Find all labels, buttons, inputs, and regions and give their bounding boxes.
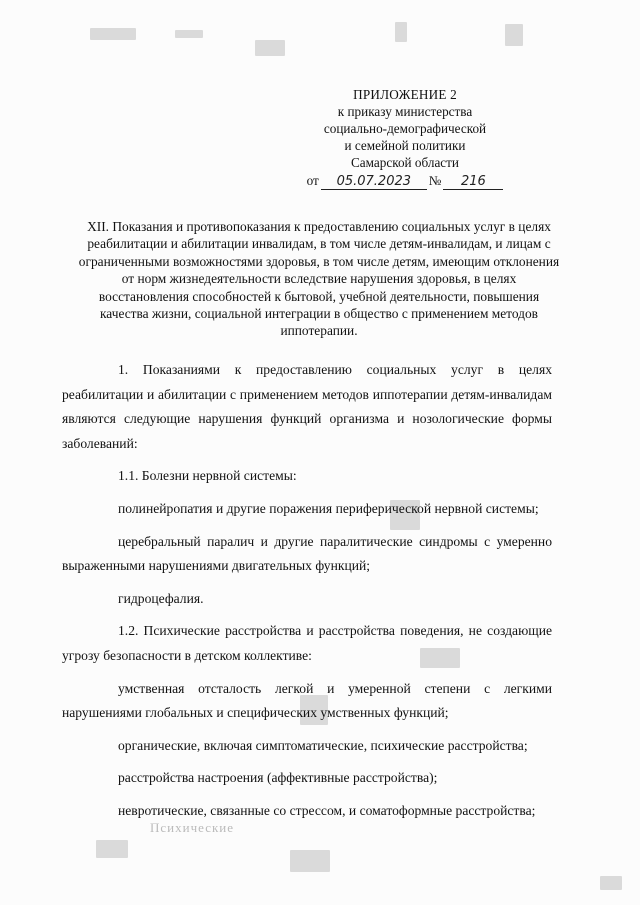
scan-noise	[395, 22, 407, 42]
section-title: XII. Показания и противопоказания к предоставлению социальных услуг в целях реабилитации и абилитации инвалидам, в том числе детям-инвалидам, и лицам с ограниченными возможностями здоровья, в том числе детям, имеющим отклонения от норм жизнедеятельности вследствие нарушения здоровья, в целях восстановления способностей к бытовой, учебной деятельности, повышения качества жизни, социальной интеграции в общество с применением методов иппотерапии.	[78, 219, 560, 339]
paragraph: 1. Показаниями к предоставлению социальных услуг в целях реабилитации и абилитации с применением методов иппотерапии детям-инвалидам являются следующие нарушения функций организма и нозологические формы заболеваний:	[62, 362, 552, 451]
scan-noise	[600, 876, 622, 890]
scan-noise	[175, 30, 203, 38]
document-body	[62, 358, 552, 830]
order-number: 216	[443, 175, 503, 190]
order-date: 05.07.2023	[321, 175, 427, 190]
paragraph: церебральный паралич и другие паралитические синдромы с умеренно выраженными нарушениями двигательных функций;	[62, 533, 552, 574]
paragraph: гидроцефалия.	[118, 590, 204, 606]
order-prefix: от	[306, 173, 319, 188]
header-line-1: к приказу министерства	[337, 104, 473, 119]
scan-noise	[290, 850, 330, 872]
paragraph: полинейропатия и другие поражения периферической нервной системы;	[118, 500, 539, 516]
header-line-2: социально-демографической	[323, 121, 487, 136]
paragraph: 1.1. Болезни нервной системы:	[118, 468, 297, 484]
scan-noise	[255, 40, 285, 56]
header-line-4: Самарской области	[351, 155, 459, 170]
paragraph: расстройства настроения (аффективные расстройства);	[118, 770, 438, 786]
scan-noise	[505, 24, 523, 46]
paragraph: невротические, связанные со стрессом, и соматоформные расстройства;	[118, 802, 536, 818]
faded-text: Психические	[150, 820, 235, 835]
scan-noise	[90, 28, 136, 40]
paragraph: умственная отсталость легкой и умеренной степени с легкими нарушениями глобальных и специфических умственных функций;	[62, 680, 552, 721]
scan-noise	[96, 840, 128, 858]
order-line	[300, 172, 510, 190]
header-line-3: и семейной политики	[344, 138, 466, 153]
paragraph: органические, включая симптоматические, психические расстройства;	[118, 737, 528, 753]
paragraph: 1.2. Психические расстройства и расстройства поведения, не создающие угрозу безопасности в детском коллективе:	[62, 623, 552, 663]
order-number-label: №	[428, 173, 442, 188]
appendix-header	[300, 86, 510, 190]
appendix-title: ПРИЛОЖЕНИЕ 2	[353, 87, 457, 102]
